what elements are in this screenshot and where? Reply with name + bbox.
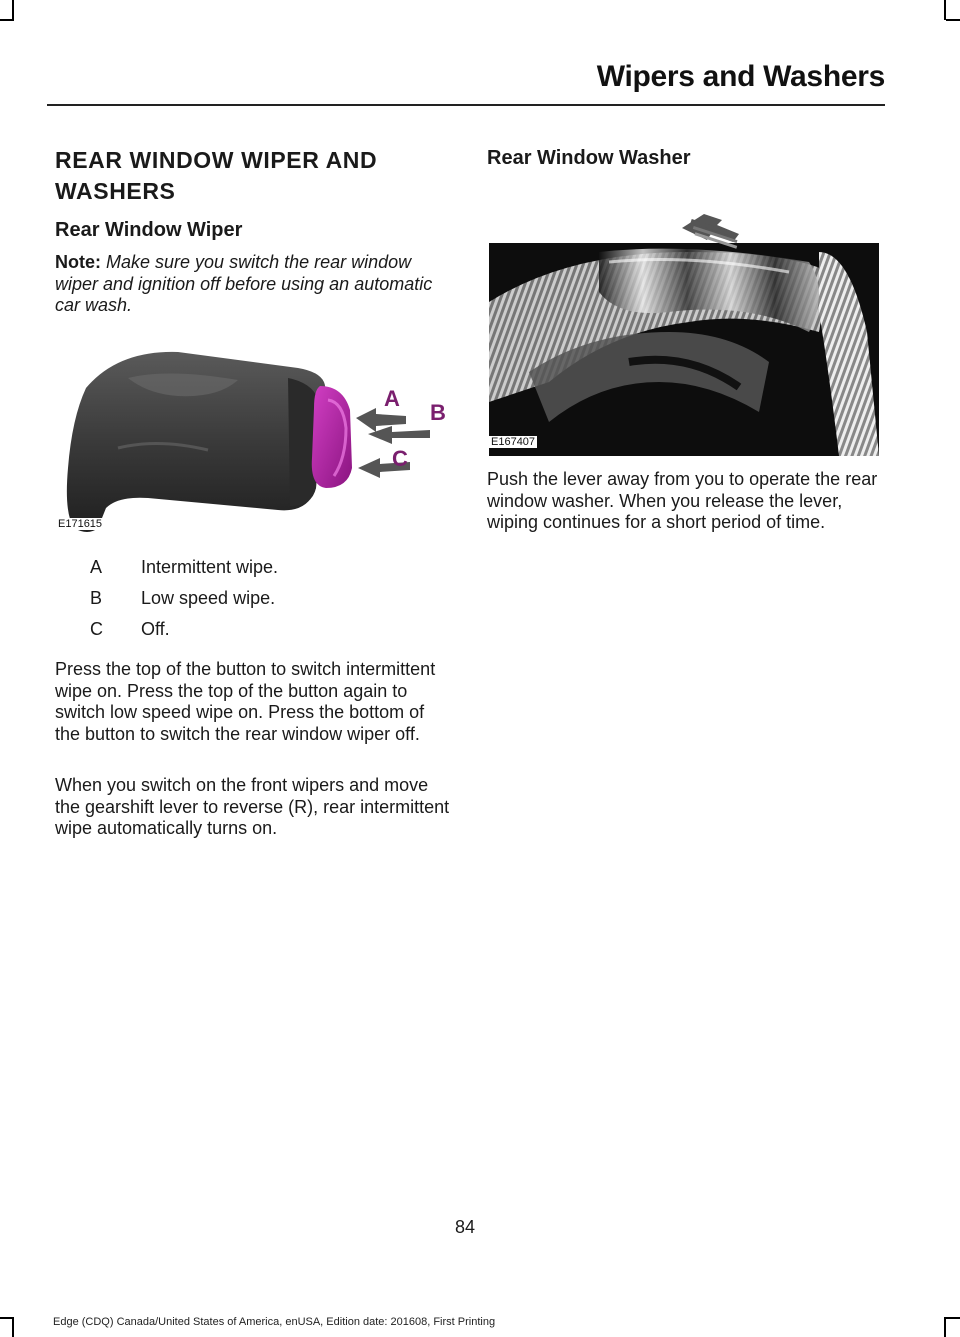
legend-item	[55, 619, 455, 643]
header-divider	[47, 104, 885, 106]
crop-mark	[0, 19, 14, 21]
callout-b: B	[430, 400, 446, 425]
legend-text: Low speed wipe.	[141, 588, 276, 608]
note-text: Make sure you switch the rear window wiper and ignition off before using an automatic car wash.	[55, 252, 433, 315]
crop-mark	[946, 1317, 960, 1319]
crop-mark	[946, 19, 960, 21]
rear-washer-figure	[489, 212, 879, 456]
paragraph-washer-operation: Push the lever away from you to operate the rear window washer. When you release the lever, wiping continues for a short period of time.	[487, 469, 878, 532]
crop-mark	[12, 0, 14, 20]
legend	[55, 557, 455, 637]
left-column	[55, 145, 455, 317]
legend-key: B	[90, 588, 103, 608]
callout-c: C	[392, 446, 408, 471]
crop-mark	[12, 1317, 14, 1337]
wiper-switch-figure	[58, 338, 450, 538]
subheading-rear-wiper: Rear Window Wiper	[55, 219, 243, 241]
rear-washer-illustration	[489, 212, 879, 456]
subheading-rear-washer: Rear Window Washer	[487, 147, 691, 169]
note-label: Note:	[55, 252, 101, 272]
crop-mark	[944, 1317, 946, 1337]
legend-key: A	[90, 557, 103, 577]
paragraph-wiper-operation: Press the top of the button to switch intermittent wipe on. Press the top of the button again to switch low speed wipe on. Press the bottom of the button to switch the rear window wiper off.	[55, 659, 436, 744]
legend-key: C	[90, 619, 103, 639]
legend-item	[55, 557, 455, 581]
legend-text: Off.	[141, 619, 170, 639]
crop-mark	[0, 1317, 14, 1319]
figure-code: E167407	[491, 436, 536, 448]
legend-item	[55, 588, 455, 612]
footer-edition: Edge (CDQ) Canada/United States of America, enUSA, Edition date: 201608, First Printing	[53, 1316, 496, 1328]
crop-mark	[944, 0, 946, 20]
section-title: REAR WINDOW WIPER AND WASHERS	[55, 147, 378, 204]
figure-code: E171615	[58, 518, 103, 530]
paragraph-reverse-wipe: When you switch on the front wipers and move the gearshift lever to reverse (R), rear intermittent wipe automatically turns on.	[55, 775, 450, 838]
wiper-switch-illustration	[58, 338, 450, 538]
legend-text: Intermittent wipe.	[141, 557, 279, 577]
page-number: 84	[454, 1217, 476, 1237]
note	[55, 252, 455, 317]
page-header-title: Wipers and Washers	[596, 60, 885, 93]
callout-a: A	[384, 386, 400, 411]
